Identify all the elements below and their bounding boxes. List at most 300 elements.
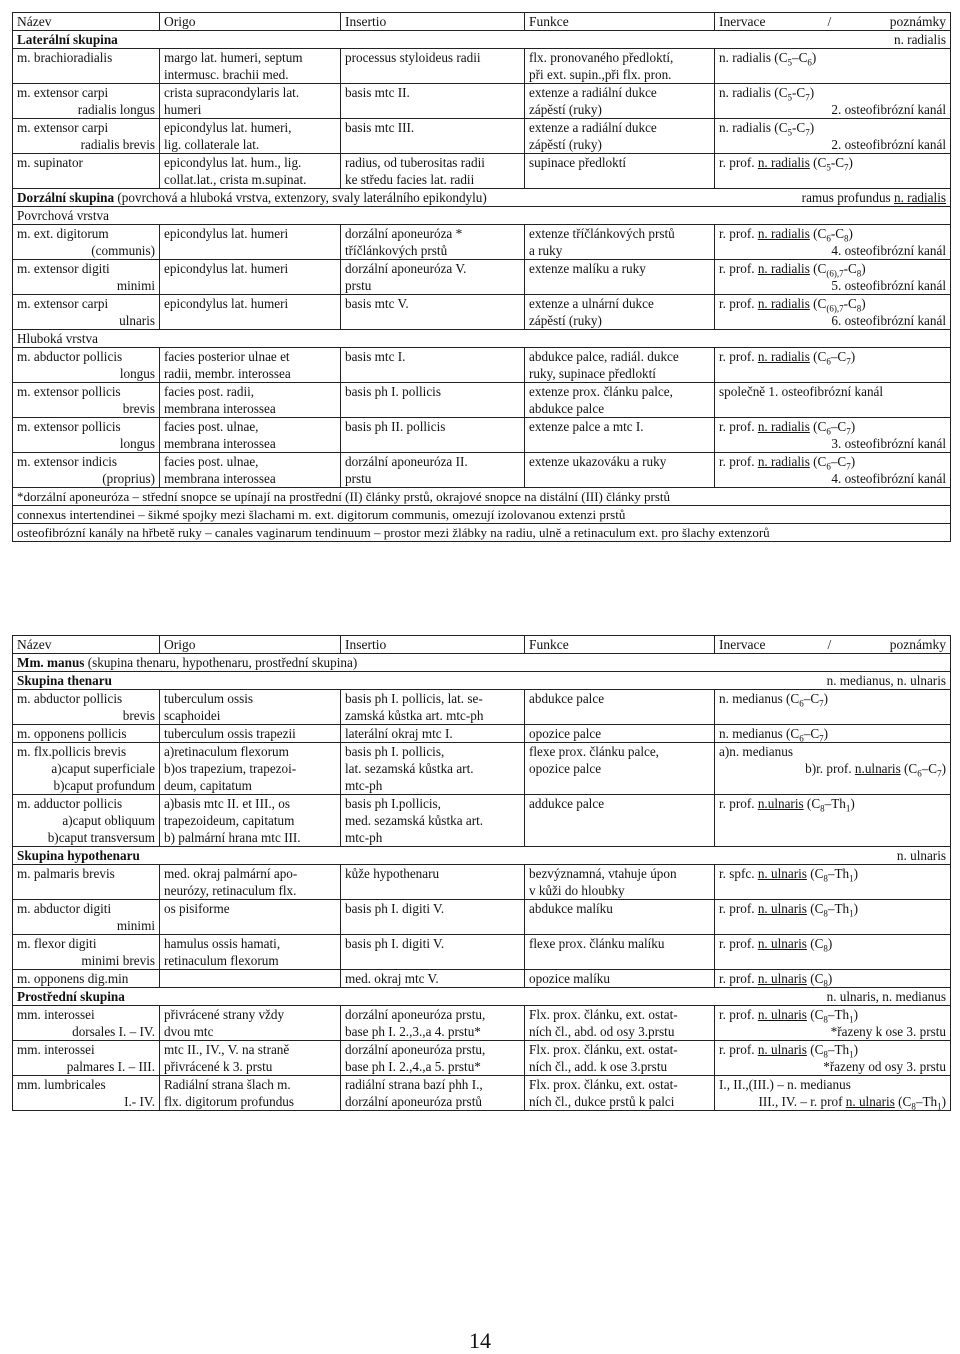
page-number: 14 [469,1328,491,1353]
cell-line [719,952,946,969]
cell-line: os pisiforme [164,901,230,916]
header-origo: Origo [160,13,341,31]
cell-line: bezvýznamná, vtahuje úpon [529,866,677,881]
cell-line: Flx. prox. článku, ext. ostat- [529,1042,678,1057]
cell-line: m. flexor digiti [17,936,97,951]
cell-line: base ph I. 2.,3.,a 4. prstu* [345,1024,481,1039]
cell-line: r. prof. n. ulnaris $(C_8-Th_1)$ [719,1042,859,1060]
cell-line [719,882,946,899]
cell-line: m. ext. digitorum [17,226,109,241]
insertion-cell [341,49,525,84]
cell-line: opozice palce [529,761,602,776]
insertion-cell [341,1041,525,1076]
section-title: Laterální skupina [17,32,118,47]
innervation-cell [715,49,951,84]
origin-cell [160,690,341,725]
cell-line [345,101,520,118]
cell-line: mtc-ph [345,830,383,845]
section-row [13,672,951,690]
cell-line: intermusc. brachii med. [164,67,289,82]
cell-line: mm. lumbricales [17,1077,106,1092]
cell-line: zamská kůstka art. mtc-ph [345,708,484,723]
cell-line [17,66,155,83]
function-cell [525,348,715,383]
origin-cell [160,49,341,84]
muscle-name [13,1076,160,1111]
function-cell [525,865,715,900]
cell-line: trapezoideum, capitatum [164,813,295,828]
cell-line: m. supinator [17,155,83,170]
cell-line: r. prof. n. ulnaris $(C_8-Th_1)$ [719,901,859,919]
innervation-cell [715,935,951,970]
cell-line: extenze malíku a ruky [529,261,646,276]
manus-muscles-table [12,635,951,1111]
cell-line: radiální strana bazí phh I., [345,1077,483,1092]
muscle-name [13,935,160,970]
function-cell [525,225,715,260]
cell-line: b) palmární hrana mtc III. [164,830,301,845]
muscle-name [13,154,160,189]
cell-line: společně 1. osteofibrózní kanál [719,384,884,399]
origin-cell [160,84,341,119]
cell-line [529,777,710,794]
table-row [13,260,951,295]
cell-line: margo lat. humeri, septum [164,50,303,65]
cell-line: m. flx.pollicis brevis [17,744,127,759]
laterals-dorsal-table [12,12,951,542]
cell-line: m. abductor pollicis [17,349,123,364]
cell-line: radialis brevis [80,137,155,152]
cell-line: palmares I. – III. [66,1059,155,1074]
cell-line: extenze ukazováku a ruky [529,454,667,469]
cell-line: facies post. ulnae, [164,454,259,469]
innervation-cell [715,418,951,453]
section-nerve: n. ulnaris, n. medianus [826,989,946,1004]
cell-line: med. okraj palmární apo- [164,866,298,881]
cell-line: a ruky [529,243,563,258]
insertion-cell [341,725,525,743]
cell-line [345,435,520,452]
cell-line: basis ph I. pollicis, lat. se- [345,691,483,706]
cell-line: (communis) [91,243,155,258]
insertion-cell [341,383,525,418]
innervation-cell [715,260,951,295]
cell-line: mm. interossei [17,1042,95,1057]
cell-line [164,312,336,329]
cell-line: dorzální aponeuróza II. [345,454,468,469]
cell-line: basis ph I.pollicis, [345,796,441,811]
subsection-title: Povrchová vrstva [13,207,951,225]
cell-line: m. adductor pollicis [17,796,123,811]
origin-cell [160,295,341,330]
cell-line: extenze a ulnární dukce [529,296,654,311]
function-cell [525,260,715,295]
function-cell [525,84,715,119]
section-desc: (povrchová a hluboká vrstva, extenzory, svaly laterálního epikondylu) [117,190,487,205]
cell-line: a)caput superficiale [51,761,155,776]
insertion-cell [341,935,525,970]
cell-line [719,917,946,934]
insertion-cell [341,900,525,935]
innervation-cell [715,383,951,418]
table-row [13,453,951,488]
cell-line: r. prof. n. ulnaris $(C_8)$ [719,971,833,988]
cell-line: b)caput profundum [53,778,155,793]
cell-line: Radiální strana šlach m. [164,1077,291,1092]
cell-line [17,882,155,899]
table-row [13,795,951,847]
innervation-cell [715,1006,951,1041]
insertion-cell [341,970,525,988]
header-row [13,636,951,654]
insertion-cell [341,453,525,488]
cell-line [17,171,155,188]
cell-line: base ph I. 2.,4.,a 5. prstu* [345,1059,481,1074]
cell-line [719,400,946,417]
section-row [13,988,951,1006]
innervation-cell [715,1076,951,1111]
cell-line [529,952,710,969]
cell-line: longus [119,366,155,381]
cell-line: basis ph I. digiti V. [345,936,445,951]
cell-line: v kůži do hloubky [529,883,625,898]
cell-line [719,365,946,382]
cell-line: extenze palce a mtc I. [529,419,644,434]
cell-line: opozice palce [529,726,602,741]
cell-line: dorsales I. – IV. [72,1024,155,1039]
cell-line: zápěstí (ruky) [529,313,602,328]
cell-line: facies posterior ulnae et [164,349,290,364]
note-text: osteofibrózní kanály na hřbetě ruky – canales vaginarum tendinuum – prostor mezi žlábky na radiu, ulně a retinaculum ext. pro šlachy extenzorů [13,524,951,542]
section-nerve: n. medianus, n. ulnaris [826,673,946,688]
table-row [13,295,951,330]
cell-line: r. prof. n. radialis $(C_{(6),7}-C_8)$ [719,261,866,279]
cell-line: a)caput obliquum [62,813,155,828]
insertion-cell [341,225,525,260]
cell-line: 4. osteofibrózní kanál [831,471,946,486]
table-row [13,154,951,189]
muscle-name [13,865,160,900]
innervation-cell [715,295,951,330]
section-nerve: n. radialis [893,32,946,47]
header-origo: Origo [160,636,341,654]
table-row [13,1076,951,1111]
cell-line [345,136,520,153]
cell-line: addukce palce [529,796,605,811]
innervation-cell [715,743,951,795]
cell-line: m. brachioradialis [17,50,113,65]
cell-line: lig. collaterale lat. [164,137,260,152]
muscle-name [13,84,160,119]
muscle-name [13,383,160,418]
innervation-cell [715,865,951,900]
cell-line [719,707,946,724]
cell-line: m. palmaris brevis [17,866,115,881]
cell-line: 5. osteofibrózní kanál [831,278,946,293]
header-row [13,13,951,31]
header-inervace: Inervace / poznámky [715,13,951,31]
cell-line: m. extensor pollicis [17,419,121,434]
cell-line: m. opponens dig.min [17,971,129,986]
function-cell [525,154,715,189]
table-row [13,383,951,418]
cell-line: abdukce palce [529,691,605,706]
muscle-name [13,295,160,330]
cell-line: basis ph I. pollicis [345,384,441,399]
innervation-cell [715,84,951,119]
origin-cell [160,383,341,418]
cell-line: crista supracondylaris lat. [164,85,300,100]
note-row [13,488,951,506]
cell-line [345,882,520,899]
muscle-name [13,225,160,260]
cell-line: n. medianus $(C_6-C_7)$ [719,691,829,709]
origin-cell [160,865,341,900]
innervation-cell [715,1041,951,1076]
cell-line: laterální okraj mtc I. [345,726,453,741]
section-title: Dorzální skupina [17,190,115,205]
cell-line: m. extensor carpi [17,296,109,311]
cell-line: ních čl., add. k ose 3.prstu [529,1059,668,1074]
muscle-name [13,453,160,488]
innervation-cell [715,970,951,988]
cell-line: *řazeny k ose 3. prstu [830,1024,946,1039]
cell-line [164,970,336,987]
cell-line: med. sezamská kůstka art. [345,813,484,828]
cell-line: ruky, supinace předloktí [529,366,656,381]
cell-line: dorzální aponeuróza * [345,226,463,241]
innervation-cell [715,348,951,383]
table-row [13,119,951,154]
cell-line: Flx. prox. článku, ext. ostat- [529,1007,678,1022]
cell-line: m. extensor digiti [17,261,110,276]
cell-line: 6. osteofibrózní kanál [831,313,946,328]
cell-line: abdukce malíku [529,901,613,916]
cell-line [719,829,946,846]
cell-line: mtc II., IV., V. na straně [164,1042,290,1057]
function-cell [525,1006,715,1041]
table-row [13,743,951,795]
cell-line: facies post. ulnae, [164,419,259,434]
cell-line: epicondylus lat. humeri [164,296,289,311]
function-cell [525,725,715,743]
origin-cell [160,1041,341,1076]
cell-line [345,400,520,417]
section-row [13,189,951,207]
origin-cell [160,970,341,988]
cell-line: basis ph I. digiti V. [345,901,445,916]
cell-line: epicondylus lat. hum., lig. [164,155,302,170]
cell-line: hamulus ossis hamati, [164,936,281,951]
insertion-cell [341,418,525,453]
table-row [13,1041,951,1076]
cell-line: m. opponens pollicis [17,726,127,741]
table-row [13,84,951,119]
cell-line: flx. pronovaného předloktí, [529,50,674,65]
insertion-cell [341,260,525,295]
cell-line: extenze a radiální dukce [529,120,657,135]
table-row [13,418,951,453]
cell-line: n. medianus $(C_6-C_7)$ [719,726,829,743]
cell-line [529,171,710,188]
note-row [13,506,951,524]
function-cell [525,418,715,453]
cell-line: flexe prox. článku palce, [529,744,659,759]
title-row [13,654,951,672]
innervation-cell [715,225,951,260]
function-cell [525,795,715,847]
cell-line [345,917,520,934]
cell-line: opozice malíku [529,971,610,986]
cell-line: tuberculum ossis trapezii [164,726,296,741]
cell-line: collat.lat., crista m.supinat. [164,172,307,187]
cell-line: lat. sezamská kůstka art. [345,761,474,776]
cell-line: radialis longus [77,102,155,117]
header-name: Název [13,13,160,31]
cell-line: extenze tříčlánkových prstů [529,226,675,241]
insertion-cell [341,690,525,725]
cell-line: III., IV. – r. prof n. ulnaris $(C_8-Th_1)$ [758,1094,946,1111]
cell-line: přivrácené strany vždy [164,1007,285,1022]
cell-line: m. abductor digiti [17,901,112,916]
cell-line: basis mtc V. [345,296,409,311]
function-cell [525,453,715,488]
subsection-row [13,207,951,225]
cell-line [529,435,710,452]
cell-line [529,917,710,934]
cell-line: n. radialis $(C_5-C_7)$ [719,120,815,138]
cell-line: 4. osteofibrózní kanál [831,243,946,258]
origin-cell [160,1076,341,1111]
cell-line [529,829,710,846]
cell-line: m. extensor carpi [17,120,109,135]
cell-line: flexe prox. článku malíku [529,936,665,951]
origin-cell [160,154,341,189]
header-insertio: Insertio [341,636,525,654]
cell-line: extenze prox. článku palce, [529,384,673,399]
header-funkce: Funkce [525,13,715,31]
cell-line: membrana interossea [164,436,276,451]
cell-line: r. prof. n. radialis $(C_5-C_7)$ [719,155,853,173]
innervation-cell [715,119,951,154]
table-row [13,690,951,725]
insertion-cell [341,119,525,154]
section-row [13,847,951,865]
cell-line: minimi [116,918,155,933]
section-title: Prostřední skupina [17,989,125,1004]
muscle-name [13,260,160,295]
cell-line: dorzální aponeuróza prstů [345,1094,482,1109]
cell-line: přivrácené k 3. prstu [164,1059,273,1074]
cell-line [164,917,336,934]
cell-line: ních čl., abd. od osy 3.prstu [529,1024,675,1039]
cell-line [164,277,336,294]
cell-line: membrana interossea [164,471,276,486]
cell-line: 2. osteofibrózní kanál [831,137,946,152]
cell-line: r. prof. n. radialis $(C_6-C_7)$ [719,349,856,367]
insertion-cell [341,84,525,119]
origin-cell [160,795,341,847]
cell-line: flx. digitorum profundus [164,1094,295,1109]
cell-line: b)r. prof. n.ulnaris $(C_6-C_7)$ [805,761,946,779]
cell-line [529,707,710,724]
cell-line: dorzální aponeuróza prstu, [345,1042,486,1057]
cell-line: extenze a radiální dukce [529,85,657,100]
section-title: Skupina thenaru [17,673,112,688]
section-nerve: ramus profundus n. radialis [801,190,946,205]
cell-line: 2. osteofibrózní kanál [831,102,946,117]
muscle-name [13,1041,160,1076]
cell-line: basis mtc II. [345,85,410,100]
cell-line [529,470,710,487]
table-row [13,49,951,84]
cell-line: basis ph I. pollicis, [345,744,445,759]
function-cell [525,900,715,935]
innervation-cell [715,725,951,743]
cell-line: r. prof. n.ulnaris $(C_8-Th_1)$ [719,796,855,814]
cell-line: facies post. radii, [164,384,255,399]
insertion-cell [341,865,525,900]
cell-line [719,66,946,83]
cell-line: epicondylus lat. humeri [164,226,289,241]
cell-line: radii, membr. interossea [164,366,291,381]
header-name: Název [13,636,160,654]
muscle-name [13,725,160,743]
cell-line: r. spfc. n. ulnaris $(C_8-Th_1)$ [719,866,859,884]
cell-line: m. extensor carpi [17,85,109,100]
cell-line: r. prof. n. ulnaris $(C_8-Th_1)$ [719,1007,859,1025]
function-cell [525,295,715,330]
cell-line: r. prof. n. radialis $(C_6-C_8)$ [719,226,853,244]
note-row [13,524,951,542]
cell-line: dorzální aponeuróza V. [345,261,467,276]
table-row [13,725,951,743]
table-row [13,348,951,383]
subsection-title: Hluboká vrstva [13,330,951,348]
cell-line: mtc-ph [345,778,383,793]
cell-line [719,171,946,188]
cell-line: r. prof. n. ulnaris $(C_8)$ [719,936,833,954]
cell-line: 3. osteofibrózní kanál [831,436,946,451]
cell-line: a)basis mtc II. et III., os [164,796,290,811]
muscle-name [13,970,160,988]
cell-line: brevis [122,401,155,416]
function-cell [525,49,715,84]
table-row [13,1006,951,1041]
muscle-name [13,900,160,935]
origin-cell [160,418,341,453]
cell-line: basis mtc I. [345,349,406,364]
table-row [13,900,951,935]
cell-line [529,812,710,829]
cell-line: m. abductor pollicis [17,691,123,706]
cell-line: radius, od tuberositas radii [345,155,485,170]
cell-line: a)retinaculum flexorum [164,744,289,759]
insertion-cell [341,743,525,795]
origin-cell [160,225,341,260]
cell-line [719,812,946,829]
cell-line: r. prof. n. radialis $(C_{(6),7}-C_8)$ [719,296,866,314]
header-inervace: Inervace / poznámky [715,636,951,654]
function-cell [525,1076,715,1111]
origin-cell [160,119,341,154]
cell-line: retinaculum flexorum [164,953,279,968]
cell-line: zápěstí (ruky) [529,102,602,117]
cell-line: supinace předloktí [529,155,627,170]
origin-cell [160,348,341,383]
cell-line: membrana interossea [164,401,276,416]
cell-line: abdukce palce, radiál. dukce [529,349,679,364]
